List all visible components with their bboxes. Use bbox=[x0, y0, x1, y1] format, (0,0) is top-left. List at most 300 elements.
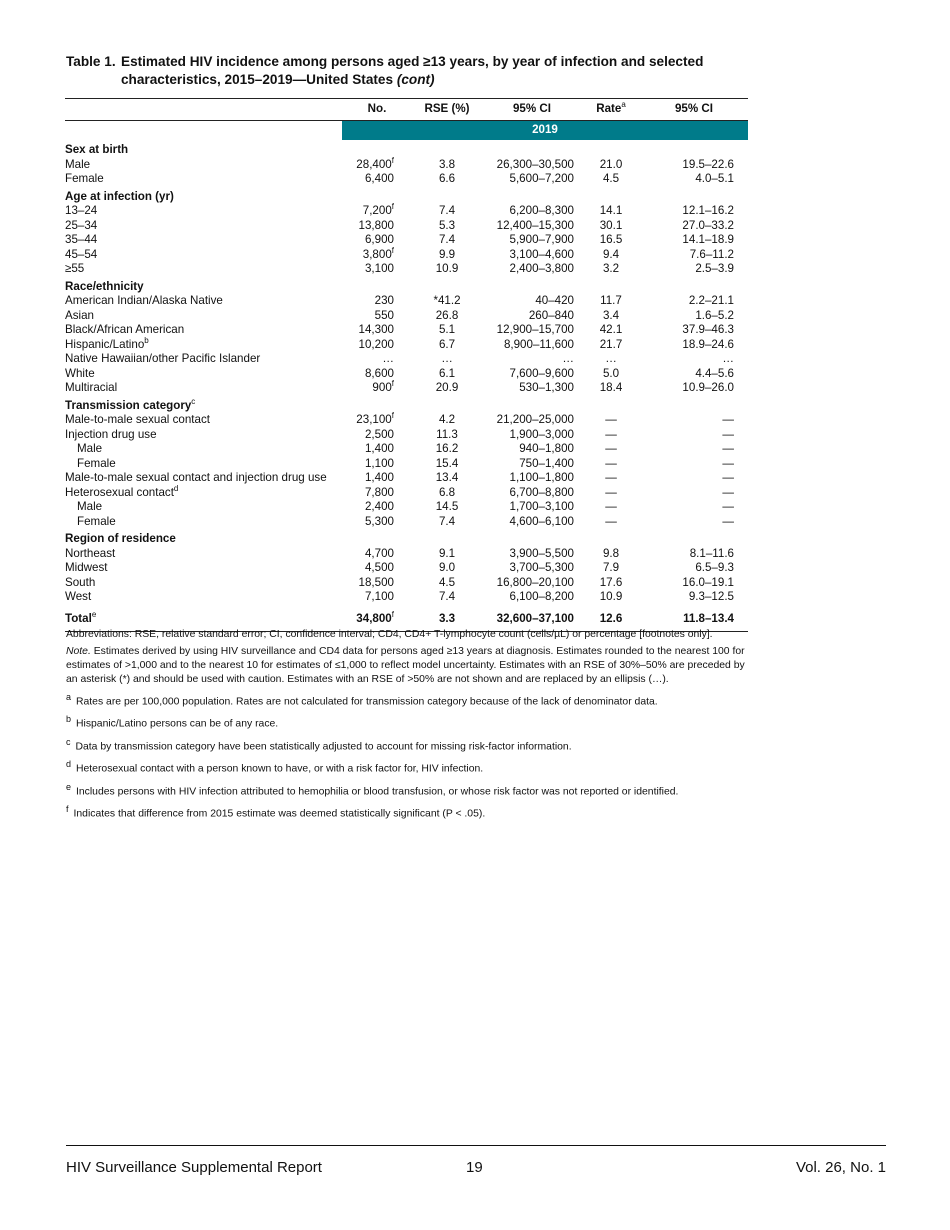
cell-rate-ci-text: 12.1–16.2 bbox=[682, 204, 734, 217]
row-label bbox=[65, 442, 342, 457]
cell-rse bbox=[412, 381, 482, 396]
table-row bbox=[65, 352, 748, 367]
table-row bbox=[65, 561, 748, 576]
total-rse-text: 3.3 bbox=[438, 612, 456, 626]
table-row bbox=[65, 219, 748, 234]
table-row bbox=[65, 158, 748, 173]
cell-rse-text: 10.9 bbox=[435, 262, 459, 275]
cell-ci-text: 7,600–9,600 bbox=[509, 366, 574, 380]
cell-no-sup: f bbox=[391, 411, 394, 421]
cell-no-text: 5,300 bbox=[364, 514, 394, 528]
cell-rate-text: — bbox=[605, 500, 617, 513]
table-row bbox=[65, 172, 748, 187]
abbreviations: Abbreviations: RSE, relative standard error; CI, confidence interval; CD4, CD4+ T-lymphocyte count (cells/µL) or percentage [footnotes only]. bbox=[66, 629, 713, 640]
cell-rate-ci bbox=[640, 486, 748, 501]
row-label-text: American Indian/Alaska Native bbox=[65, 294, 223, 307]
cell-ci-text: 3,900–5,500 bbox=[509, 546, 574, 560]
table-row bbox=[65, 590, 748, 605]
cell-no bbox=[342, 547, 412, 562]
row-label bbox=[65, 294, 342, 309]
cell-ci-text: 2,400–3,800 bbox=[509, 262, 574, 275]
cell-rse-text: 26.8 bbox=[435, 308, 459, 322]
cell-rate-ci-text: — bbox=[722, 471, 734, 484]
table-row bbox=[65, 576, 748, 591]
cell-ci-text: 5,600–7,200 bbox=[509, 172, 574, 185]
cell-rate bbox=[582, 547, 640, 562]
total-rate-ci-text: 11.8–13.4 bbox=[683, 612, 734, 626]
cell-rse-text: *41.2 bbox=[433, 294, 461, 307]
table-row bbox=[65, 233, 748, 248]
cell-rate-ci bbox=[640, 338, 748, 353]
cell-no bbox=[342, 486, 412, 501]
cell-ci bbox=[482, 367, 582, 382]
cell-rate-ci-text: — bbox=[722, 456, 734, 470]
row-label bbox=[65, 323, 342, 338]
footer-report-title: HIV Surveillance Supplemental Report bbox=[66, 1159, 322, 1176]
cell-ci-text: 8,900–11,600 bbox=[503, 337, 574, 351]
cell-rate bbox=[582, 262, 640, 277]
footnote-mark: f bbox=[66, 804, 69, 815]
cell-ci bbox=[482, 547, 582, 562]
cell-ci bbox=[482, 413, 582, 428]
cell-rate-ci bbox=[640, 233, 748, 248]
cell-ci-text: 40–420 bbox=[535, 294, 574, 307]
cell-rse bbox=[412, 352, 482, 367]
cell-rate bbox=[582, 248, 640, 263]
row-label-text: Male bbox=[65, 157, 91, 171]
cell-ci-text: 3,700–5,300 bbox=[509, 561, 574, 574]
cell-no-text: 7,800 bbox=[364, 485, 394, 499]
cell-rate bbox=[582, 590, 640, 605]
cell-ci-text: 3,100–4,600 bbox=[509, 247, 574, 261]
row-label-sup: d bbox=[173, 483, 179, 493]
cell-rate-ci bbox=[640, 172, 748, 187]
cell-no-sup: f bbox=[391, 155, 394, 165]
total-label-text: Total bbox=[65, 612, 92, 626]
note-label: Note. bbox=[66, 646, 91, 657]
row-label-text: Female bbox=[65, 172, 104, 185]
cell-no-text: 1,400 bbox=[364, 442, 394, 455]
cell-ci bbox=[482, 219, 582, 234]
section-title bbox=[65, 529, 748, 547]
note-text: Estimates derived by using HIV surveillance and CD4 data for persons aged ≥13 years at diagnosis. Estimates rounded to the nearest 100 for estimates of >1,000 and to the nearest 10 for estimates of ≤1,000 to reflect model uncertainty. Estimates with an RSE of 30%–50% are preceded by an asterisk (*) and should be used with caution. Estimates with an RSE of >50% are not shown and are replaced by an ellipsis (…). bbox=[66, 646, 745, 685]
note bbox=[66, 645, 751, 687]
cell-rate-ci-text: — bbox=[722, 413, 734, 426]
cell-rse bbox=[412, 486, 482, 501]
row-label bbox=[65, 561, 342, 576]
cell-ci bbox=[482, 486, 582, 501]
cell-ci-text: … bbox=[562, 352, 574, 365]
cell-no-text: 18,500 bbox=[358, 575, 394, 589]
header-rate-sup: a bbox=[621, 100, 626, 110]
cell-rate-ci bbox=[640, 248, 748, 263]
cell-rate-ci bbox=[640, 576, 748, 591]
cell-rse-text: 7.4 bbox=[438, 233, 456, 246]
page-number: 19 bbox=[466, 1159, 483, 1176]
cell-ci-text: 6,200–8,300 bbox=[509, 204, 574, 217]
cell-rate-text: — bbox=[605, 413, 617, 426]
cell-rate-ci-text: 6.5–9.3 bbox=[695, 561, 734, 574]
row-label-text: Black/African American bbox=[65, 323, 185, 336]
cell-ci bbox=[482, 294, 582, 309]
footnotes bbox=[66, 690, 751, 822]
cell-rse-text: 6.1 bbox=[438, 366, 456, 380]
cell-ci bbox=[482, 515, 582, 530]
cell-no-text: 23,100 bbox=[356, 413, 392, 426]
footnote bbox=[66, 802, 751, 821]
cell-no-text: 550 bbox=[374, 308, 394, 322]
cell-rse-text: … bbox=[441, 352, 453, 365]
row-label-text: South bbox=[65, 575, 96, 589]
cell-rate-text: — bbox=[605, 427, 617, 441]
row-label-text: West bbox=[65, 590, 92, 603]
section-header-row bbox=[65, 140, 748, 158]
cell-rate-text: 5.0 bbox=[602, 366, 620, 380]
cell-ci-text: 21,200–25,000 bbox=[496, 413, 574, 426]
cell-no bbox=[342, 155, 412, 173]
table-row bbox=[65, 457, 748, 472]
row-label bbox=[65, 381, 342, 396]
cell-no bbox=[342, 262, 412, 277]
cell-no-text: 8,600 bbox=[364, 366, 394, 380]
cell-rate-ci-text: 1.6–5.2 bbox=[695, 308, 734, 322]
cell-rate-text: — bbox=[605, 456, 617, 470]
cell-rse bbox=[412, 294, 482, 309]
footer-rule bbox=[66, 1145, 886, 1146]
table-row bbox=[65, 428, 748, 443]
cell-rate bbox=[582, 172, 640, 187]
cell-rate-text: 4.5 bbox=[602, 172, 620, 185]
cell-rate bbox=[582, 561, 640, 576]
cell-no bbox=[342, 172, 412, 187]
table-row bbox=[65, 413, 748, 428]
cell-rate-ci bbox=[640, 515, 748, 530]
section-title bbox=[65, 277, 748, 295]
cell-no bbox=[342, 413, 412, 428]
row-label bbox=[65, 547, 342, 562]
section-title-text: Transmission category bbox=[65, 398, 192, 412]
cell-no-text: 7,200 bbox=[362, 204, 392, 217]
cell-ci-text: 260–840 bbox=[528, 308, 574, 322]
cell-rse-text: 5.1 bbox=[438, 323, 456, 336]
cell-rse-text: 4.5 bbox=[438, 575, 456, 589]
cell-no bbox=[342, 428, 412, 443]
year-band: 2019 bbox=[342, 121, 748, 141]
row-label bbox=[65, 576, 342, 591]
cell-rse bbox=[412, 576, 482, 591]
header-rate bbox=[582, 99, 640, 121]
row-label-text: 25–34 bbox=[65, 218, 98, 232]
cell-rse-text: 9.9 bbox=[438, 247, 456, 261]
cell-rate-ci-text: 7.6–11.2 bbox=[689, 247, 734, 261]
cell-rate-ci bbox=[640, 323, 748, 338]
cell-rse bbox=[412, 428, 482, 443]
row-label bbox=[65, 471, 342, 486]
cell-rse bbox=[412, 309, 482, 324]
cell-no-text: … bbox=[382, 352, 394, 365]
cell-rate-ci bbox=[640, 367, 748, 382]
cell-no bbox=[342, 442, 412, 457]
incidence-table bbox=[65, 98, 748, 632]
cell-rate bbox=[582, 158, 640, 173]
row-label-text: White bbox=[65, 366, 95, 380]
row-label-text: ≥55 bbox=[65, 262, 85, 275]
cell-ci bbox=[482, 576, 582, 591]
table-title bbox=[66, 53, 706, 89]
table-row bbox=[65, 547, 748, 562]
cell-rse-text: 20.9 bbox=[435, 381, 459, 394]
cell-ci bbox=[482, 172, 582, 187]
table-number: Table 1. bbox=[66, 54, 116, 69]
table-row bbox=[65, 367, 748, 382]
cell-rse-text: 4.2 bbox=[438, 413, 456, 426]
cell-rate bbox=[582, 367, 640, 382]
cell-rate-text: 10.9 bbox=[599, 590, 623, 603]
section-title-sup: c bbox=[191, 396, 196, 406]
total-no-sup: f bbox=[391, 610, 394, 620]
cell-rate bbox=[582, 219, 640, 234]
section-title-text: Race/ethnicity bbox=[65, 279, 144, 293]
cell-rate-ci bbox=[640, 442, 748, 457]
cell-no bbox=[342, 457, 412, 472]
cell-ci-text: 12,900–15,700 bbox=[496, 323, 574, 336]
row-label bbox=[65, 248, 342, 263]
cell-rate-ci-text: … bbox=[722, 352, 734, 365]
cell-rate-text: 30.1 bbox=[599, 218, 623, 232]
cell-rse bbox=[412, 262, 482, 277]
cell-ci-text: 1,100–1,800 bbox=[509, 471, 574, 484]
cell-rate-ci-text: 4.0–5.1 bbox=[695, 172, 734, 185]
row-label-text: 35–44 bbox=[65, 233, 98, 246]
cell-rse-text: 3.8 bbox=[438, 157, 456, 171]
cell-rse-text: 7.4 bbox=[438, 204, 456, 217]
header-blank bbox=[65, 99, 342, 121]
row-label bbox=[65, 335, 342, 353]
footnote-text: Heterosexual contact with a person known to have, or with a risk factor for, HIV infection. bbox=[76, 763, 484, 775]
cell-ci bbox=[482, 248, 582, 263]
row-label bbox=[65, 262, 342, 277]
footer-volume: Vol. 26, No. 1 bbox=[795, 1159, 886, 1176]
cell-rate-text: 3.2 bbox=[602, 262, 620, 275]
cell-rate bbox=[582, 338, 640, 353]
row-label bbox=[65, 158, 342, 173]
table-row bbox=[65, 500, 748, 515]
cell-rse-text: 15.4 bbox=[435, 456, 459, 470]
row-label-text: Native Hawaiian/other Pacific Islander bbox=[65, 352, 261, 365]
table-row bbox=[65, 294, 748, 309]
cell-rse bbox=[412, 323, 482, 338]
cell-ci bbox=[482, 442, 582, 457]
cell-rate-text: 11.7 bbox=[600, 294, 622, 307]
cell-rate-ci bbox=[640, 219, 748, 234]
table-row bbox=[65, 309, 748, 324]
row-label bbox=[65, 590, 342, 605]
cell-rate-ci-text: — bbox=[722, 514, 734, 528]
cell-no-text: 4,500 bbox=[364, 561, 394, 574]
cell-rate bbox=[582, 428, 640, 443]
cell-rse-text: 9.1 bbox=[438, 546, 456, 560]
cell-rate bbox=[582, 309, 640, 324]
section-header-row bbox=[65, 277, 748, 295]
table-notes bbox=[66, 628, 751, 825]
cell-rse-text: 16.2 bbox=[435, 442, 459, 455]
footnote-mark: c bbox=[66, 736, 71, 747]
row-label-text: Northeast bbox=[65, 546, 116, 560]
table-row bbox=[65, 262, 748, 277]
cell-no-text: 1,100 bbox=[364, 456, 394, 470]
cell-no-sup: f bbox=[391, 245, 394, 255]
total-rate-text: 12.6 bbox=[599, 612, 623, 626]
cell-rate bbox=[582, 381, 640, 396]
cell-ci bbox=[482, 338, 582, 353]
cell-rate-text: — bbox=[605, 471, 617, 484]
cell-rate-ci-text: — bbox=[722, 500, 734, 513]
cell-rate-ci bbox=[640, 547, 748, 562]
cell-no-text: 2,400 bbox=[364, 500, 394, 513]
cell-rate-text: 7.9 bbox=[602, 561, 620, 574]
cell-rate bbox=[582, 413, 640, 428]
cell-no-text: 14,300 bbox=[358, 323, 394, 336]
cell-no bbox=[342, 352, 412, 367]
cell-rate bbox=[582, 323, 640, 338]
cell-no bbox=[342, 576, 412, 591]
cell-no-text: 6,900 bbox=[364, 233, 394, 246]
footnote bbox=[66, 690, 751, 709]
cell-no bbox=[342, 338, 412, 353]
cell-rse-text: 7.4 bbox=[438, 514, 456, 528]
cell-rate bbox=[582, 500, 640, 515]
cell-rate-text: 9.4 bbox=[602, 247, 620, 261]
cell-rse bbox=[412, 413, 482, 428]
row-label bbox=[65, 204, 342, 219]
cell-no-text: 900 bbox=[372, 381, 392, 394]
section-title bbox=[65, 187, 748, 205]
cell-ci-text: 26,300–30,500 bbox=[496, 157, 574, 171]
cell-no bbox=[342, 245, 412, 263]
cell-rse bbox=[412, 561, 482, 576]
footnote-text: Includes persons with HIV infection attributed to hemophilia or blood transfusion, or whose risk factor was not reported or identified. bbox=[76, 786, 679, 798]
footnote bbox=[66, 712, 751, 731]
cell-no bbox=[342, 323, 412, 338]
cell-rate bbox=[582, 352, 640, 367]
table-row bbox=[65, 323, 748, 338]
cell-ci-text: 16,800–20,100 bbox=[496, 575, 574, 589]
row-label bbox=[65, 172, 342, 187]
table-row bbox=[65, 204, 748, 219]
cell-ci bbox=[482, 158, 582, 173]
row-label-text: Female bbox=[77, 456, 116, 470]
footnote-mark: b bbox=[66, 714, 72, 725]
cell-no-sup: f bbox=[391, 379, 394, 389]
footnote-text: Data by transmission category have been statistically adjusted to account for missing risk-factor information. bbox=[75, 741, 572, 753]
section-title bbox=[65, 140, 748, 158]
cell-ci bbox=[482, 590, 582, 605]
cell-ci bbox=[482, 352, 582, 367]
cell-ci bbox=[482, 262, 582, 277]
cell-rate bbox=[582, 233, 640, 248]
cell-no bbox=[342, 367, 412, 382]
cell-rse-text: 11.3 bbox=[436, 427, 458, 441]
total-no-text: 34,800 bbox=[356, 612, 392, 626]
row-label-text: Heterosexual contact bbox=[65, 485, 174, 499]
cell-ci-text: 940–1,800 bbox=[519, 442, 574, 455]
cell-rate bbox=[582, 442, 640, 457]
footnote bbox=[66, 735, 751, 754]
cell-rate bbox=[582, 515, 640, 530]
cell-no bbox=[342, 233, 412, 248]
cell-rate-ci-text: — bbox=[722, 442, 734, 455]
cell-no-text: 7,100 bbox=[364, 590, 394, 603]
row-label-text: Male bbox=[77, 500, 103, 513]
footnote bbox=[66, 757, 751, 776]
table-row bbox=[65, 471, 748, 486]
cell-rate-text: 9.8 bbox=[602, 546, 620, 560]
cell-no bbox=[342, 515, 412, 530]
row-label-text: Male-to-male sexual contact and injection drug use bbox=[65, 471, 327, 484]
cell-rate-ci-text: 37.9–46.3 bbox=[682, 323, 734, 336]
row-label bbox=[65, 515, 342, 530]
cell-rse bbox=[412, 442, 482, 457]
cell-rate bbox=[582, 457, 640, 472]
row-label bbox=[65, 367, 342, 382]
cell-rse bbox=[412, 367, 482, 382]
cell-ci-text: 530–1,300 bbox=[519, 381, 574, 394]
cell-ci bbox=[482, 204, 582, 219]
footnote-mark: d bbox=[66, 759, 72, 770]
header-rse: RSE (%) bbox=[412, 99, 482, 121]
cell-no bbox=[342, 561, 412, 576]
cell-ci-text: 1,900–3,000 bbox=[509, 427, 574, 441]
row-label bbox=[65, 219, 342, 234]
cell-ci-text: 4,600–6,100 bbox=[509, 514, 574, 528]
section-header-row bbox=[65, 529, 748, 547]
cell-no-text: 28,400 bbox=[356, 157, 392, 171]
cell-no bbox=[342, 294, 412, 309]
table-row bbox=[65, 338, 748, 353]
row-label-text: Female bbox=[77, 514, 116, 528]
cell-rate-ci bbox=[640, 381, 748, 396]
table-row bbox=[65, 442, 748, 457]
cell-no-text: 1,400 bbox=[364, 471, 394, 484]
cell-ci bbox=[482, 428, 582, 443]
cell-ci-text: 5,900–7,900 bbox=[509, 233, 574, 246]
cell-rse bbox=[412, 233, 482, 248]
cell-rate-ci bbox=[640, 590, 748, 605]
cell-rse-text: 6.7 bbox=[438, 337, 456, 351]
cell-no-text: 230 bbox=[374, 294, 394, 307]
cell-rate-ci bbox=[640, 309, 748, 324]
footnote bbox=[66, 780, 751, 799]
cell-no-sup: f bbox=[391, 202, 394, 212]
cell-rate-text: 17.6 bbox=[599, 575, 623, 589]
cell-rate-ci-text: 19.5–22.6 bbox=[682, 157, 734, 171]
cell-rate-ci bbox=[640, 204, 748, 219]
row-label bbox=[65, 309, 342, 324]
table-row bbox=[65, 248, 748, 263]
cell-rate-ci-text: 16.0–19.1 bbox=[682, 575, 734, 589]
section-title-text: Region of residence bbox=[65, 532, 176, 545]
cell-rate-ci-text: 8.1–11.6 bbox=[689, 546, 734, 560]
cell-rate-ci-text: 27.0–33.2 bbox=[682, 218, 734, 232]
row-label-text: 13–24 bbox=[65, 204, 98, 217]
cell-rate bbox=[582, 486, 640, 501]
cell-ci bbox=[482, 233, 582, 248]
cell-rate-ci-text: — bbox=[722, 485, 734, 499]
title-cont: (cont) bbox=[396, 72, 435, 87]
cell-rate-ci bbox=[640, 352, 748, 367]
cell-rate-ci bbox=[640, 262, 748, 277]
title-line-2: characteristics, 2015–2019—United States bbox=[121, 72, 394, 87]
